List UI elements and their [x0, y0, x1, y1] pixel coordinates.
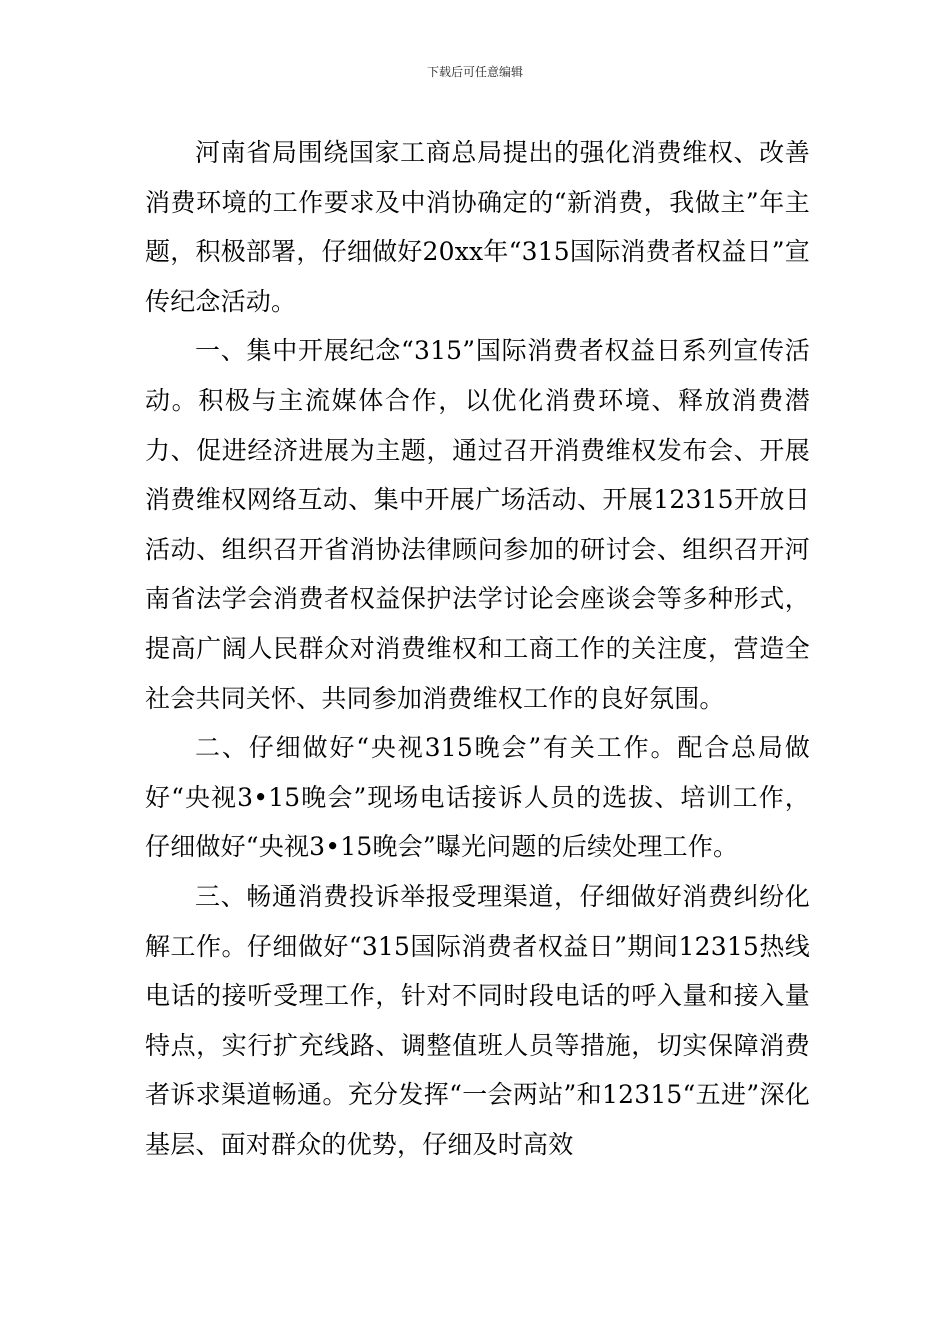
paragraph-section-2: 二、仔细做好“央视315晚会”有关工作。配合总局做好“央视3•15晚会”现场电话接诉人员的选拔、培训工作，仔细做好“央视3•15晚会”曝光问题的后续处理工作。	[145, 733, 810, 862]
document-body	[145, 128, 810, 1169]
paragraph-intro: 河南省局围绕国家工商总局提出的强化消费维权、改善消费环境的工作要求及中消协确定的“新消费，我做主”年主题，积极部署，仔细做好20xx年“315国际消费者权益日”宣传纪念活动。	[145, 138, 810, 316]
page-header-note: 下载后可任意编辑	[426, 65, 523, 79]
paragraph-section-1: 一、集中开展纪念“315”国际消费者权益日系列宣传活动。积极与主流媒体合作，以优化消费环境、释放消费潜力、促进经济进展为主题，通过召开消费维权发布会、开展消费维权网络互动、集中开展广场活动、开展12315开放日活动、组织召开省消协法律顾问参加的研讨会、组织召开河南省法学会消费者权益保护法学讨论会座谈会等多种形式，提高广阔人民群众对消费维权和工商工作的关注度，营造全社会共同关怀、共同参加消费维权工作的良好氛围。	[145, 336, 810, 713]
paragraph-section-3: 三、畅通消费投诉举报受理渠道，仔细做好消费纠纷化解工作。仔细做好“315国际消费者权益日”期间12315热线电话的接听受理工作，针对不同时段电话的呼入量和接入量特点，实行扩充线路、调整值班人员等措施，切实保障消费者诉求渠道畅通。充分发挥“一会两站”和12315“五进”深化基层、面对群众的优势，仔细及时高效	[145, 881, 810, 1159]
